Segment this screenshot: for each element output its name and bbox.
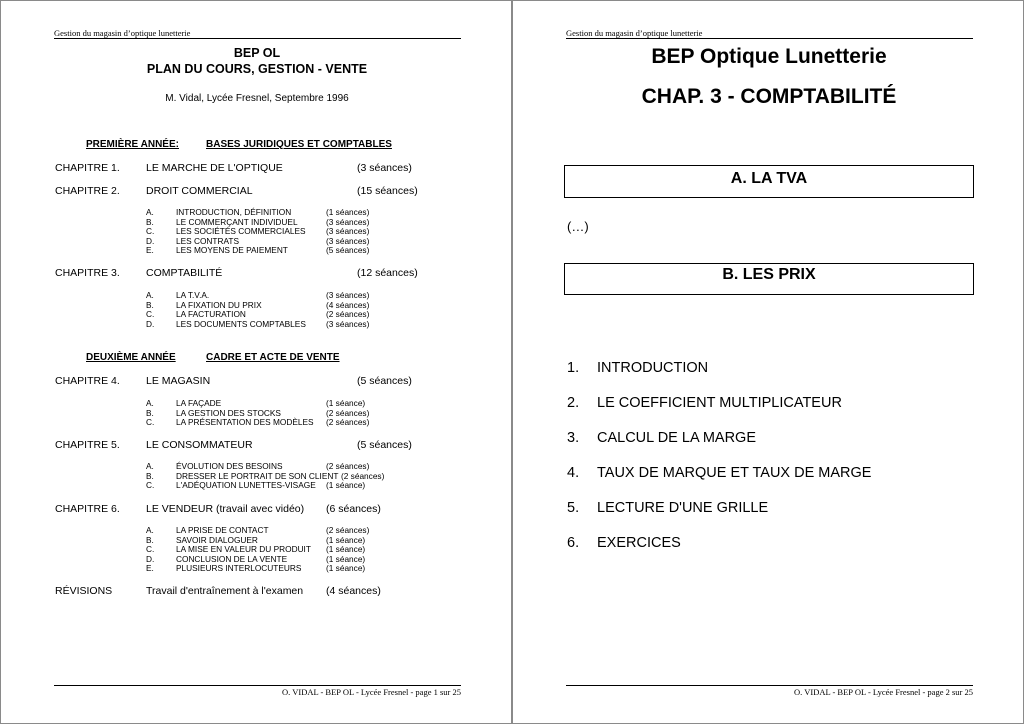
subitem-sessions: (1 séance) <box>326 398 366 408</box>
section-a-box: A. LA TVA <box>564 165 974 198</box>
subitem-title: LES CONTRATS <box>176 235 240 246</box>
footer-rule <box>566 685 973 686</box>
section-b-box: B. LES PRIX <box>564 263 974 295</box>
year2-label: DEUXIÈME ANNÉE <box>86 352 176 363</box>
subitem-title: LA PRISE DE CONTACT <box>176 525 269 535</box>
outline-number: 3. <box>567 430 580 446</box>
subitem-title: DRESSER LE PORTRAIT DE SON CLIENT <box>176 470 339 481</box>
subitem-sessions: (2 séances) <box>326 525 370 535</box>
subitem-letter: A. <box>146 461 154 471</box>
subitem-sessions: (1 séance) <box>326 480 366 491</box>
subitem-title: LE COMMERÇANT INDIVIDUEL <box>176 216 298 227</box>
subitem-title: PLUSIEURS INTERLOCUTEURS <box>176 563 302 574</box>
header-rule <box>54 38 461 39</box>
chapter-title: LE MARCHE DE L'OPTIQUE <box>146 162 283 174</box>
subitem-letter: A. <box>146 398 154 408</box>
outline-item: TAUX DE MARQUE ET TAUX DE MARGE <box>597 465 872 481</box>
course-title: BEP OL <box>233 46 281 60</box>
subitem-letter: B. <box>146 216 154 227</box>
chapter-number: CHAPITRE 1. <box>55 162 120 174</box>
subitem-title: LA T.V.A. <box>176 290 210 300</box>
subitem-sessions: (3 séances) <box>326 235 370 246</box>
subitem-title: LES MOYENS DE PAIEMENT <box>176 245 288 256</box>
page-footer: O. VIDAL - BEP OL - Lycée Fresnel - page 2 sur 25 <box>793 687 973 697</box>
subitem-sessions: (1 séance) <box>326 544 366 555</box>
page-header: Gestion du magasin d’optique lunetterie <box>54 28 191 38</box>
author-line: M. Vidal, Lycée Fresnel, Septembre 1996 <box>165 93 349 104</box>
footer-rule <box>54 685 461 686</box>
chapter-title: LE CONSOMMATEUR <box>146 439 253 451</box>
subitem-sessions: (3 séances) <box>326 290 370 300</box>
subitem-title: LA PRÉSENTATION DES MODÈLES <box>176 417 314 428</box>
subitem-letter: C. <box>146 544 155 555</box>
subitem-sessions: (2 séances) <box>341 470 385 481</box>
subitem-sessions: (1 séance) <box>326 553 366 564</box>
subitem-sessions: (2 séances) <box>326 461 370 471</box>
outline-item: LE COEFFICIENT MULTIPLICATEUR <box>597 395 842 411</box>
subitem-sessions: (3 séances) <box>326 318 370 329</box>
subitem-sessions: (1 séance) <box>326 534 366 545</box>
outline-item: LECTURE D'UNE GRILLE <box>597 500 769 516</box>
subitem-sessions: (2 séances) <box>326 309 370 320</box>
subitem-title: L'ADÉQUATION LUNETTES-VISAGE <box>176 480 316 491</box>
chapter-sessions: (12 séances) <box>357 267 418 279</box>
page-footer: O. VIDAL - BEP OL - Lycée Fresnel - page 1 sur 25 <box>281 687 461 697</box>
subitem-letter: B. <box>146 470 154 481</box>
subitem-letter: C. <box>146 480 155 491</box>
subitem-sessions: (5 séances) <box>326 245 370 256</box>
subitem-title: LA FAÇADE <box>176 398 222 408</box>
subitem-letter: D. <box>146 318 155 329</box>
subitem-letter: B. <box>146 299 154 310</box>
revisions-title: Travail d'entraînement à l'examen <box>146 585 304 597</box>
year2-title: CADRE ET ACTE DE VENTE <box>206 352 340 363</box>
subitem-letter: D. <box>146 553 155 564</box>
subitem-title: SAVOIR DIALOGUER <box>176 534 258 545</box>
subitem-letter: B. <box>146 407 154 418</box>
subitem-sessions: (3 séances) <box>326 226 370 237</box>
outline-number: 6. <box>567 535 580 551</box>
subitem-title: CONCLUSION DE LA VENTE <box>176 553 288 564</box>
subitem-letter: C. <box>146 226 155 237</box>
subitem-letter: A. <box>146 525 154 535</box>
subitem-title: LES DOCUMENTS COMPTABLES <box>176 318 306 329</box>
subitem-letter: E. <box>146 245 154 256</box>
subitem-title: INTRODUCTION, DÉFINITION <box>176 207 292 217</box>
chapter-number: CHAPITRE 2. <box>55 185 120 197</box>
subitem-title: LA FACTURATION <box>176 309 246 320</box>
subitem-sessions: (3 séances) <box>326 216 370 227</box>
subitem-title: LES SOCIÉTÉS COMMERCIALES <box>176 226 306 237</box>
chapter-title: LE MAGASIN <box>146 375 211 387</box>
header-rule <box>566 38 973 39</box>
page-title: BEP Optique Lunetterie <box>651 45 887 68</box>
chapter-title: CHAP. 3 - COMPTABILITÉ <box>641 85 897 108</box>
subitem-letter: A. <box>146 207 154 217</box>
chapter-sessions: (5 séances) <box>357 375 412 387</box>
course-subtitle: PLAN DU COURS, GESTION - VENTE <box>146 62 368 76</box>
revisions-sessions: (4 séances) <box>326 585 381 597</box>
subitem-title: LA FIXATION DU PRIX <box>176 299 262 310</box>
chapter-number: CHAPITRE 3. <box>55 267 120 279</box>
subitem-title: ÉVOLUTION DES BESOINS <box>176 461 283 471</box>
chapter-sessions: (6 séances) <box>326 503 381 515</box>
subitem-letter: E. <box>146 563 154 574</box>
outline-number: 1. <box>567 360 580 376</box>
subitem-letter: C. <box>146 417 155 428</box>
page-header: Gestion du magasin d’optique lunetterie <box>566 28 703 38</box>
chapter-sessions: (3 séances) <box>357 162 412 174</box>
outline-item: CALCUL DE LA MARGE <box>597 430 757 446</box>
subitem-letter: D. <box>146 235 155 246</box>
outline-number: 2. <box>567 395 580 411</box>
subitem-title: LA MISE EN VALEUR DU PRODUIT <box>176 544 311 555</box>
chapter-number: CHAPITRE 5. <box>55 439 120 451</box>
chapter-sessions: (5 séances) <box>357 439 412 451</box>
outline-item: EXERCICES <box>597 535 681 551</box>
subitem-sessions: (1 séance) <box>326 563 366 574</box>
chapter-title: DROIT COMMERCIAL <box>146 185 253 197</box>
chapter-sessions: (15 séances) <box>357 185 418 197</box>
subitem-letter: A. <box>146 290 154 300</box>
subitem-sessions: (2 séances) <box>326 417 370 428</box>
year1-label: PREMIÈRE ANNÉE: <box>86 139 179 150</box>
chapter-number: CHAPITRE 6. <box>55 503 120 515</box>
chapter-number: CHAPITRE 4. <box>55 375 120 387</box>
subitem-sessions: (4 séances) <box>326 299 370 310</box>
subitem-title: LA GESTION DES STOCKS <box>176 407 281 418</box>
chapter-title: LE VENDEUR (travail avec vidéo) <box>146 503 305 515</box>
revisions-label: RÉVISIONS <box>55 585 113 597</box>
outline-number: 5. <box>567 500 580 516</box>
subitem-sessions: (1 séances) <box>326 207 370 217</box>
ellipsis: (…) <box>567 219 589 234</box>
subitem-sessions: (2 séances) <box>326 407 370 418</box>
outline-number: 4. <box>567 465 580 481</box>
chapter-title: COMPTABILITÉ <box>146 267 223 279</box>
year1-title: BASES JURIDIQUES ET COMPTABLES <box>206 139 392 150</box>
page-2 <box>512 0 1024 724</box>
outline-item: INTRODUCTION <box>597 360 709 376</box>
subitem-letter: C. <box>146 309 155 320</box>
subitem-letter: B. <box>146 534 154 545</box>
